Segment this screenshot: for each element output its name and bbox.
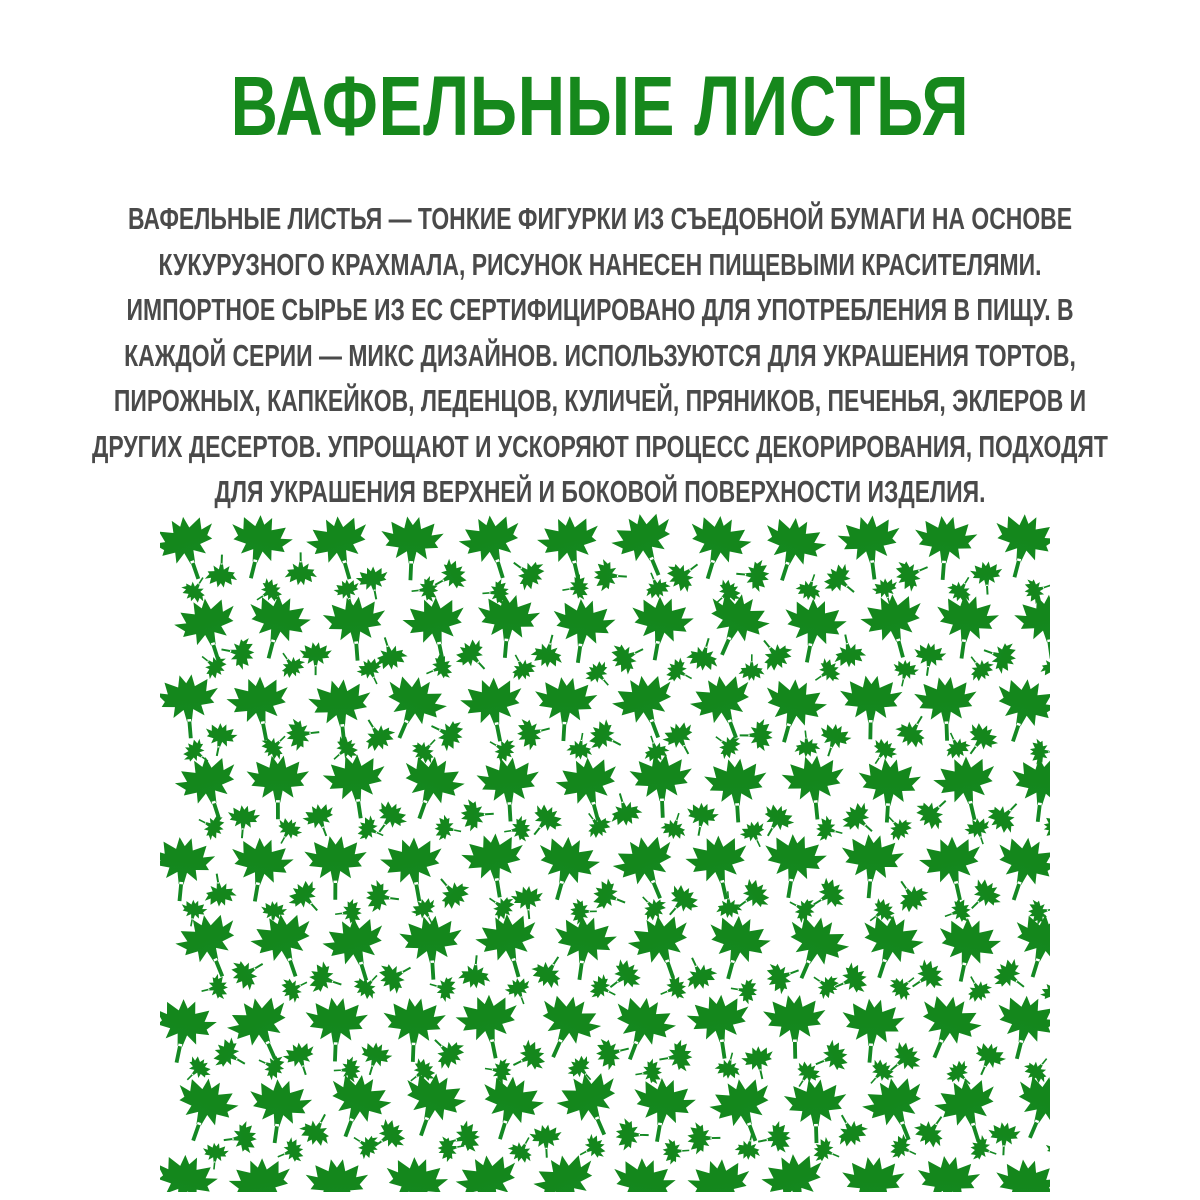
- maple-leaf-icon: [593, 559, 628, 593]
- maple-leaf-icon: [584, 716, 628, 760]
- maple-leaf-icon: [629, 753, 694, 819]
- maple-leaf-icon: [366, 796, 411, 842]
- maple-leaf-icon: [930, 913, 1004, 988]
- maple-leaf-icon: [322, 595, 389, 663]
- page-title: ВАФЕЛЬНЫЕ ЛИСТЬЯ: [230, 59, 970, 153]
- maple-leaf-icon: [457, 673, 531, 748]
- maple-leaf-icon: [762, 955, 804, 997]
- maple-leaf-icon: [656, 972, 691, 1006]
- maple-leaf-icon: [522, 799, 568, 845]
- maple-leaf-icon: [888, 872, 933, 917]
- maple-leaf-icon: [421, 651, 456, 685]
- maple-leaf-icon: [280, 1039, 321, 1080]
- maple-leaf-icon: [502, 815, 532, 845]
- maple-leaf-icon: [425, 711, 469, 754]
- maple-leaf-icon: [238, 589, 314, 666]
- maple-leaf-icon: [713, 1049, 745, 1081]
- maple-leaf-icon: [991, 1157, 1050, 1192]
- maple-leaf-icon: [226, 950, 271, 995]
- maple-leaf-icon: [684, 634, 724, 675]
- maple-leaf-icon: [891, 708, 936, 753]
- maple-leaf-icon: [548, 913, 619, 985]
- maple-leaf-icon: [306, 1159, 368, 1192]
- maple-leaf-icon: [755, 1119, 794, 1157]
- maple-leaf-icon: [510, 885, 545, 921]
- maple-leaf-icon: [560, 573, 590, 603]
- maple-leaf-icon: [960, 970, 996, 1006]
- maple-leaf-icon: [988, 954, 1034, 1000]
- maple-leaf-icon: [295, 1107, 339, 1151]
- maple-leaf-icon: [160, 994, 220, 1069]
- maple-leaf-icon: [606, 635, 650, 678]
- maple-leaf-icon: [224, 833, 296, 906]
- maple-leaf-icon: [1037, 977, 1050, 1012]
- maple-leaf-icon: [194, 646, 231, 683]
- maple-leaf-icon: [593, 1033, 633, 1072]
- maple-leaf-pattern: [160, 512, 1050, 1192]
- maple-leaf-icon: [683, 800, 721, 838]
- maple-leaf-icon: [842, 1157, 905, 1192]
- maple-leaf-icon: [763, 994, 827, 1059]
- maple-leaf-icon: [527, 948, 572, 993]
- maple-leaf-icon: [793, 570, 826, 604]
- maple-leaf-icon: [534, 512, 609, 587]
- maple-leaf-icon: [633, 888, 670, 925]
- maple-leaf-icon: [738, 654, 764, 681]
- maple-leaf-icon: [982, 793, 1028, 839]
- maple-leaf-icon: [633, 1057, 663, 1087]
- maple-leaf-icon: [1044, 813, 1050, 840]
- maple-leaf-icon: [354, 1039, 394, 1080]
- maple-leaf-icon: [199, 972, 231, 1004]
- maple-leaf-icon: [1007, 755, 1050, 825]
- maple-leaf-icon: [837, 797, 883, 843]
- maple-leaf-icon: [783, 1079, 847, 1144]
- maple-leaf-icon: [886, 1131, 921, 1166]
- maple-leaf-icon: [856, 757, 922, 824]
- maple-leaf-icon: [682, 830, 757, 906]
- maple-leaf-icon: [398, 914, 464, 981]
- maple-leaf-icon: [226, 804, 261, 839]
- maple-leaf-icon: [379, 515, 444, 581]
- maple-leaf-icon: [662, 552, 708, 598]
- maple-leaf-icon: [532, 676, 598, 743]
- maple-leaf-icon: [818, 559, 864, 605]
- maple-leaf-icon: [966, 1038, 1009, 1081]
- maple-leaf-icon: [427, 555, 471, 599]
- maple-leaf-icon: [320, 751, 391, 823]
- maple-leaf-icon: [735, 558, 771, 593]
- maple-leaf-icon: [382, 997, 447, 1063]
- maple-leaf-icon: [586, 971, 621, 1006]
- maple-leaf-icon: [885, 968, 922, 1005]
- maple-leaf-icon: [450, 634, 496, 680]
- maple-leaf-icon: [565, 731, 595, 762]
- maple-leaf-icon: [604, 789, 644, 830]
- maple-leaf-icon: [208, 1033, 253, 1077]
- maple-leaf-icon: [205, 554, 239, 588]
- maple-leaf-icon: [911, 789, 957, 835]
- maple-leaf-icon: [715, 890, 743, 918]
- maple-leaf-icon: [506, 1036, 550, 1079]
- maple-leaf-icon: [757, 830, 829, 903]
- maple-leaf-icon: [615, 1118, 649, 1151]
- maple-leaf-icon: [813, 720, 854, 762]
- maple-leaf-icon: [960, 874, 1006, 920]
- maple-leaf-icon: [970, 561, 1004, 596]
- maple-leaf-icon: [657, 1038, 695, 1075]
- maple-leaf-icon: [193, 808, 228, 843]
- maple-leaf-icon: [426, 972, 458, 1004]
- maple-leaf-icon: [839, 675, 903, 740]
- maple-leaf-icon: [244, 1076, 315, 1148]
- maple-leaf-icon: [904, 955, 949, 1000]
- maple-leaf-icon: [828, 1107, 872, 1151]
- maple-leaf-icon: [780, 753, 848, 822]
- maple-leaf-icon: [740, 1043, 779, 1082]
- maple-leaf-icon: [792, 729, 821, 758]
- maple-leaf-icon: [305, 959, 346, 1000]
- maple-leaf-icon: [684, 991, 755, 1063]
- maple-leaf-icon: [911, 641, 947, 678]
- maple-leaf-icon: [354, 564, 392, 602]
- maple-leaf-icon: [284, 552, 317, 585]
- maple-leaf-icon: [687, 1122, 721, 1155]
- leaf-layer: [160, 512, 1050, 1192]
- maple-leaf-icon: [807, 966, 843, 1002]
- maple-leaf-icon: [504, 550, 550, 595]
- maple-leaf-icon: [222, 1120, 258, 1156]
- maple-leaf-icon: [838, 832, 906, 901]
- maple-leaf-icon: [529, 1124, 563, 1159]
- maple-leaf-icon: [201, 871, 238, 909]
- maple-leaf-icon: [300, 800, 342, 842]
- maple-leaf-icon: [914, 676, 979, 742]
- maple-leaf-icon: [1039, 649, 1050, 678]
- maple-leaf-icon: [601, 954, 647, 1000]
- maple-leaf-icon: [270, 814, 306, 850]
- maple-leaf-icon: [474, 592, 542, 661]
- maple-leaf-icon: [733, 1131, 764, 1163]
- maple-leaf-icon: [247, 756, 310, 820]
- maple-leaf-icon: [1043, 1138, 1050, 1168]
- maple-leaf-icon: [433, 813, 464, 844]
- maple-leaf-icon: [429, 868, 475, 914]
- maple-leaf-icon: [915, 1154, 981, 1192]
- maple-leaf-icon: [677, 951, 720, 995]
- maple-leaf-icon: [299, 642, 331, 675]
- maple-leaf-icon: [879, 808, 916, 845]
- maple-leaf-icon: [476, 756, 542, 823]
- maple-leaf-icon: [957, 718, 1002, 764]
- maple-leaf-icon: [355, 711, 400, 756]
- maple-leaf-icon: [283, 875, 329, 921]
- maple-leaf-icon: [245, 906, 325, 986]
- maple-leaf-icon: [201, 721, 239, 760]
- maple-leaf-icon: [729, 975, 759, 1005]
- maple-leaf-icon: [201, 1142, 229, 1171]
- maple-leaf-icon: [889, 658, 920, 690]
- maple-leaf-icon: [285, 716, 321, 752]
- maple-leaf-icon: [460, 798, 495, 832]
- maple-leaf-icon: [662, 1137, 690, 1165]
- maple-leaf-icon: [529, 631, 568, 671]
- maple-leaf-icon: [912, 514, 979, 582]
- maple-leaf-icon: [987, 1122, 1021, 1156]
- product-description: ВАФЕЛЬНЫЕ ЛИСТЬЯ — ТОНКИЕ ФИГУРКИ ИЗ СЪЕДОБНОЙ БУМАГИ НА ОСНОВЕ КУКУРУЗНОГО КРАХМАЛА, РИСУНОК НАНЕСЕН ПИЩЕВЫМИ КРАСИТЕЛЯМИ. ИМПОРТНОЕ СЫРЬЕ ИЗ ЕС СЕРТИФИЦИРОВАНО ДЛЯ УПОТРЕБЛЕНИЯ В ПИЩУ. В КАЖДОЙ СЕРИИ — МИКС ДИЗАЙНОВ. ИСПОЛЬЗУЮТСЯ ДЛЯ УКРАШЕНИЯ ТОРТОВ, ПИРОЖНЫХ, КАПКЕЙКОВ, ЛЕДЕНЦОВ, КУЛИЧЕЙ, ПРЯНИКОВ, ПЕЧЕНЬЯ, ЭКЛЕРОВ И ДРУГИХ ДЕСЕРТОВ. УПРОЩАЮТ И УСКОРЯЮТ ПРОЦЕСС ДЕКОРИРОВАНИЯ, ПОДХОДЯТ ДЛЯ УКРАШЕНИЯ ВЕРХНЕЙ И БОКОВОЙ ПОВЕРХНОСТИ ИЗДЕЛИЯ.: [92, 201, 1108, 509]
- maple-leaf-icon: [457, 954, 492, 990]
- maple-leaf-icon: [408, 731, 445, 768]
- description-block: [0, 196, 1200, 516]
- maple-leaf-icon: [219, 634, 257, 672]
- maple-leaf-icon: [1012, 591, 1050, 662]
- maple-leaf-icon: [939, 728, 974, 763]
- maple-leaf-icon: [453, 990, 527, 1065]
- maple-leaf-icon: [685, 1156, 756, 1192]
- maple-leaf-icon: [304, 997, 369, 1063]
- maple-leaf-icon: [364, 879, 401, 915]
- maple-leaf-icon: [740, 719, 773, 752]
- maple-leaf-icon: [503, 975, 536, 1009]
- maple-leaf-icon: [708, 726, 745, 763]
- maple-leaf-icon: [333, 898, 363, 927]
- maple-leaf-icon: [829, 959, 872, 1002]
- maple-leaf-icon: [378, 1153, 451, 1192]
- maple-leaf-icon: [838, 997, 906, 1066]
- maple-leaf-icon: [307, 677, 376, 747]
- maple-leaf-icon: [377, 833, 450, 907]
- maple-leaf-icon: [374, 954, 418, 998]
- maple-leaf-icon: [226, 1153, 300, 1192]
- maple-leaf-icon: [891, 552, 934, 595]
- maple-leaf-icon: [514, 713, 554, 753]
